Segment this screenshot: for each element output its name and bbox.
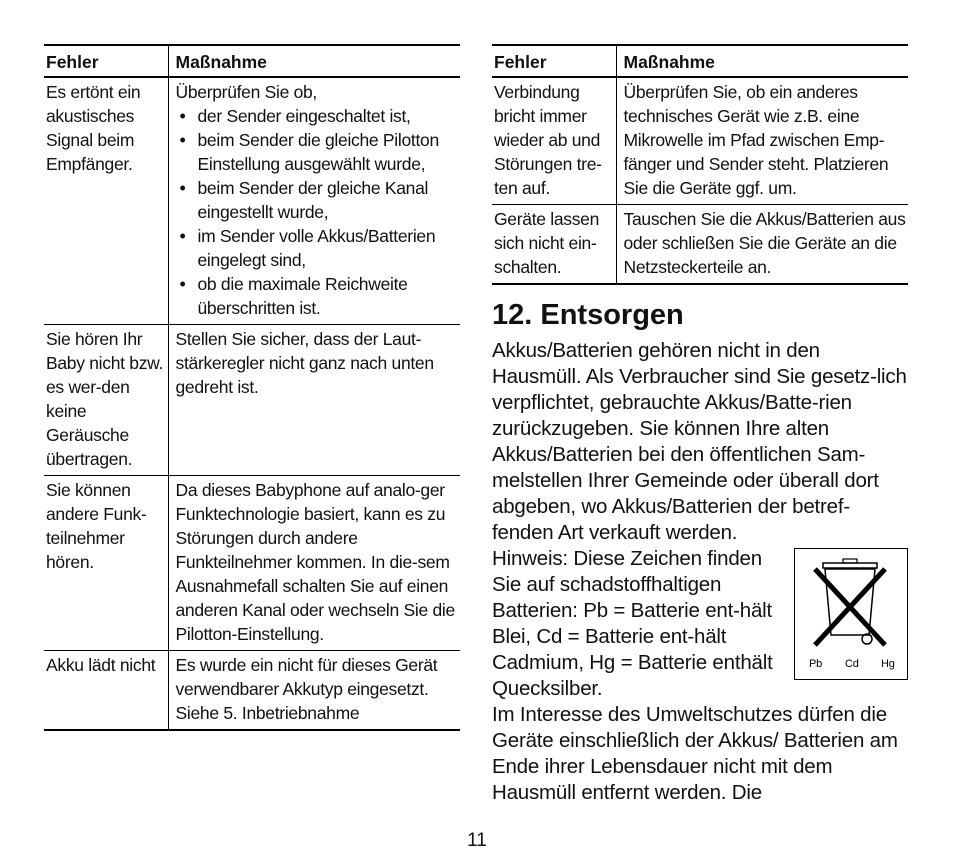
battery-note: Hinweis: Diese Zeichen finden Sie auf schadstoffhaltigen Batterien: Pb = Batterie ent-hält Blei, Cd = Batterie ent-hält Cadmium, Hg = Batterie enthält Quecksilber.: [492, 547, 773, 700]
section-heading: 12. Entsorgen: [492, 299, 684, 331]
measure-intro: Überprüfen Sie ob,: [175, 82, 317, 102]
header-measure: Maßnahme: [616, 45, 908, 77]
header-measure: Maßnahme: [168, 45, 460, 77]
header-fault: Fehler: [44, 45, 168, 77]
table-row: [44, 325, 460, 476]
battery-note-block: [492, 546, 908, 702]
list-item: • beim Sender der gleiche Kanal eingestellt wurde,: [176, 176, 459, 224]
disposal-paragraph: Akkus/Batterien gehören nicht in den Hausmüll. Als Verbraucher sind Sie gesetz-lich verpflichtet, gebrauchte Akkus/Batte-rien zurückzugeben. Sie können Ihre alten Akkus/Batterien bei den öffentlichen Sam-melstellen Ihrer Gemeinde oder überall dort abgeben, wo Akkus/Batterien der betref-fenden Art verkauft werden.: [492, 339, 907, 544]
measure-cell: Da dieses Babyphone auf analo-ger Funktechnologie basiert, kann es zu Störungen durch andere Funkteilnehmer kommen. In die-sem Ausnahmefall schalten Sie auf einen anderen Kanal oder wechseln Sie die Pilotton-Einstellung.: [168, 476, 460, 651]
table-row: [44, 651, 460, 731]
table-row: [492, 205, 908, 285]
pb-label: Pb: [809, 658, 823, 670]
cd-label: Cd: [845, 658, 859, 670]
check-list: [176, 104, 459, 320]
fault-cell: Sie hören Ihr Baby nicht bzw. es wer-den keine Geräusche übertragen.: [44, 325, 168, 476]
hg-label: Hg: [881, 658, 895, 670]
measure-cell: Stellen Sie sicher, dass der Laut-stärkeregler nicht ganz nach unten gedreht ist.: [168, 325, 460, 476]
fault-cell: Akku lädt nicht: [44, 651, 168, 731]
troubleshooting-table-right: [492, 44, 908, 285]
list-item: • ob die maximale Reichweite überschritten ist.: [176, 272, 459, 320]
environment-paragraph: Im Interesse des Umweltschutzes dürfen die Geräte einschließlich der Akkus/ Batterien am Ende ihrer Lebensdauer nicht mit dem Hausmüll entfernt werden. Die: [492, 703, 898, 804]
fault-cell: Sie können andere Funk-teilnehmer hören.: [44, 476, 168, 651]
list-item: • der Sender eingeschaltet ist,: [176, 104, 459, 128]
right-column: [492, 44, 908, 806]
table-header-row: [492, 45, 908, 77]
measure-cell: Es wurde ein nicht für dieses Gerät verwendbarer Akkutyp eingesetzt. Siehe 5. Inbetriebnahme: [168, 651, 460, 731]
header-fault: Fehler: [492, 45, 616, 77]
table-header-row: [44, 45, 460, 77]
fault-cell: Geräte lassen sich nicht ein-schalten.: [492, 205, 616, 285]
list-item: • beim Sender die gleiche Pilotton Einstellung ausgewählt wurde,: [176, 128, 459, 176]
table-row: [492, 77, 908, 205]
list-item: • im Sender volle Akkus/Batterien eingelegt sind,: [176, 224, 459, 272]
measure-cell: [168, 77, 460, 325]
page-number: 11: [467, 830, 487, 851]
table-row: [44, 77, 460, 325]
table-row: [44, 476, 460, 651]
fault-cell: Verbindung bricht immer wieder ab und Störungen tre-ten auf.: [492, 77, 616, 205]
fault-cell: Es ertönt ein akustisches Signal beim Empfänger.: [44, 77, 168, 325]
crossed-out-wheelie-bin-icon: [794, 548, 908, 680]
troubleshooting-table-left: [44, 44, 460, 731]
left-column: [44, 44, 460, 731]
measure-cell: Überprüfen Sie, ob ein anderes technisches Gerät wie z.B. eine Mikrowelle im Pfad zwischen Emp-fänger und Sender steht. Platzieren Sie die Geräte ggf. um.: [616, 77, 908, 205]
measure-cell: Tauschen Sie die Akkus/Batterien aus oder schließen Sie die Geräte an die Netzsteckerteile an.: [616, 205, 908, 285]
